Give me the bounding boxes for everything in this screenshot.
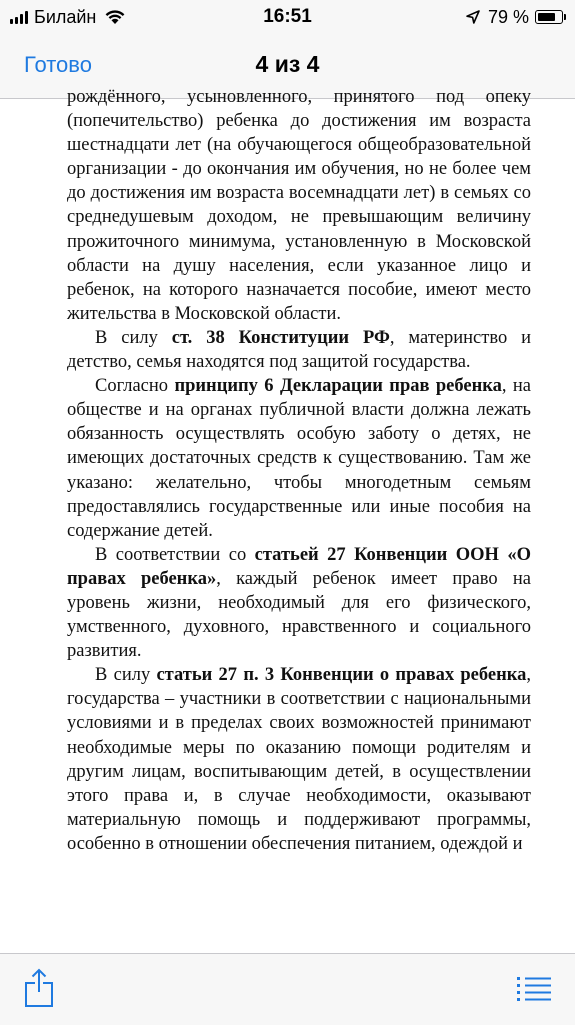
document-viewer[interactable] (0, 87, 575, 953)
emphasis-convention-article: статьи 27 п. 3 Конвенции о правах ребенка (156, 665, 527, 686)
emphasis-declaration: принципу 6 Декларации прав ребенка (174, 376, 502, 397)
paragraph-3: Согласно принципу 6 Декларации прав ребенка, на обществе и на органах публичной власти должна лежать обязанность осуществлять особую заботу о детях, не имеющих достаточных средств к существованию. Там же указано: желательно, чтобы многодетным семьям предоставлялись государственные или иные пособия на содержание детей. (67, 376, 531, 541)
battery-percent: 79 % (487, 6, 529, 27)
status-bar (0, 0, 575, 34)
paragraph-5: В силу статьи 27 п. 3 Конвенции о правах ребенка, государства – участники в соответствии с национальными условиями и в пределах своих возможностей принимают необходимые меры по оказанию помощи родителям и другим лицам, воспитывающим детей, в осуществлении этого права и, в случае необходимости, оказывают материальную помощь и поддерживают программы, особенно в отношении обеспечения питанием, одеждой и (67, 665, 531, 854)
status-time: 16:51 (263, 6, 312, 27)
share-icon[interactable] (24, 968, 54, 1008)
location-arrow-icon (466, 10, 480, 24)
status-right (466, 6, 563, 28)
list-icon[interactable] (517, 976, 551, 1002)
document-page (67, 85, 531, 856)
emphasis-constitution: ст. 38 Конституции РФ (171, 327, 390, 348)
carrier-name: Билайн (34, 6, 97, 27)
done-button[interactable]: Готово (24, 52, 92, 77)
paragraph-2: В силу ст. 38 Конституции РФ, материнство и детство, семья находятся под защитой государства. (67, 327, 532, 373)
page-indicator: 4 из 4 (255, 51, 320, 77)
battery-fill (538, 13, 555, 21)
emphasis-convention: статьей 27 Конвенции ООН «О правах ребенка» (67, 544, 531, 589)
battery-icon (535, 10, 563, 24)
paragraph-4: В соответствии со статьей 27 Конвенции ООН «О правах ребенка», каждый ребенок имеет право на уровень жизни, необходимый для его физического, умственного, духовного, нравственного и социального развития. (67, 544, 531, 662)
bottom-toolbar (0, 953, 575, 1025)
paragraph-1: рождённого, усыновленного, принятого под опеку (попечительство) ребенка до достижения им возраста шестнадцати лет (на обучающегося общеобразовательной организации - до окончания им обучения, но не более чем до достижения им возраста восемнадцати лет) в семьях со среднедушевым доходом, не превышающим величину прожиточного минимума, установленную в Московской области на душу населения, если указанное лицо и ребенок, на которого назначается пособие, имеют место жительства в Московской области. (67, 87, 531, 324)
